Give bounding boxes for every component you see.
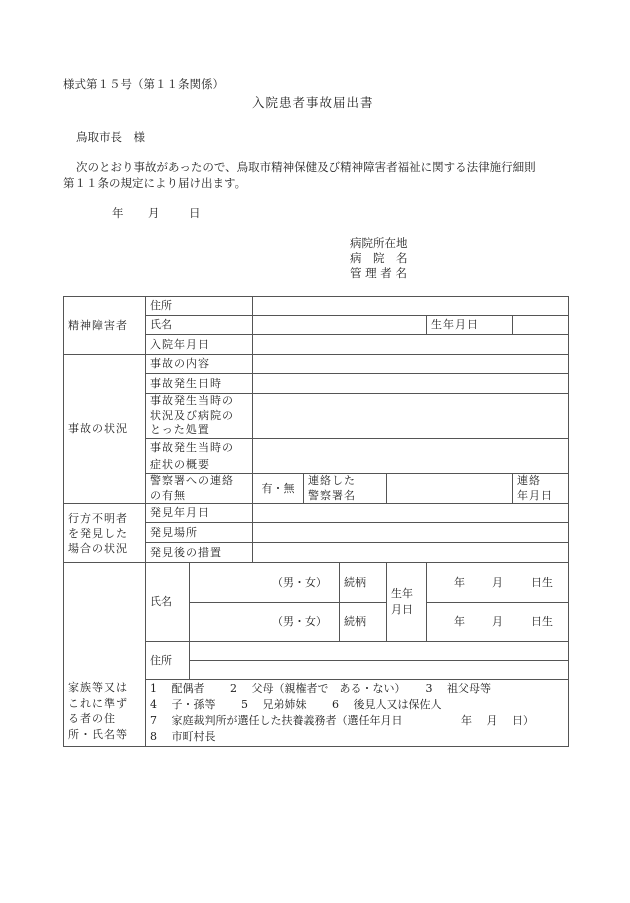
found-date-label: 発見年月日 (146, 504, 253, 523)
family-birth-label-line2: 月日 (391, 603, 413, 616)
contact-date-label-line2: 年月日 (517, 488, 553, 502)
hospital-location-label: 病院所在地 (350, 236, 408, 250)
birth-day-1: 日生 (531, 575, 553, 589)
relation-list-item: 1 配偶者 2 父母（親権者で ある・ない） 3 祖父母等 (150, 682, 491, 695)
accident-situation-label-line2: 状況及び病院の (150, 408, 234, 422)
police-station-label-line1: 連絡した (308, 474, 356, 487)
family-section-label-line1: 家族等又は (68, 681, 128, 694)
patient-admission-field[interactable] (253, 335, 569, 355)
sex-choice-1[interactable]: （男・女） (272, 575, 327, 589)
hospital-admin-label: 管 理 者 名 (350, 266, 407, 280)
found-date-field[interactable] (253, 504, 569, 523)
accident-content-field[interactable] (253, 355, 569, 374)
date-day-label: 日 (189, 206, 201, 220)
accident-situation-field[interactable] (253, 394, 569, 439)
patient-admission-label: 入院年月日 (146, 335, 253, 355)
patient-birthdate-label: 生年月日 (427, 316, 513, 335)
police-station-label (304, 474, 387, 504)
relation-list-item: 8 市町村長 (150, 730, 216, 743)
accident-situation-label-line3: とった処置 (150, 423, 210, 437)
birth-year-2: 年 (454, 615, 465, 628)
family-birthdate-field-1[interactable] (427, 563, 569, 603)
missing-section-label (64, 504, 146, 563)
sex-choice-2[interactable]: （男・女） (272, 615, 327, 628)
family-section-label-line4: 所・氏名等 (68, 727, 128, 741)
accident-situation-label (146, 394, 253, 439)
family-name-label: 氏名 (146, 563, 190, 642)
accident-symptoms-label-line1: 事故発生当時の (150, 441, 234, 454)
contact-date-label (513, 474, 569, 504)
police-contact-choice[interactable]: 有・無 (253, 474, 304, 504)
family-address-field-1[interactable] (190, 642, 569, 661)
body-text-line1: 次のとおり事故があったので、鳥取市精神保健及び精神障害者福祉に関する法律施行細則 (76, 160, 536, 174)
birth-year-1: 年 (454, 575, 465, 589)
date-month-label: 月 (148, 206, 160, 220)
police-contact-label-line1: 警察署への連絡 (150, 474, 234, 487)
body-text-line2: 第１１条の規定により届け出ます。 (63, 176, 247, 190)
patient-address-field[interactable] (253, 297, 569, 316)
after-measure-field[interactable] (253, 543, 569, 563)
birth-month-2: 月 (492, 615, 503, 628)
missing-section-label-line3: 場合の状況 (68, 541, 128, 555)
patient-address-label: 住所 (146, 297, 253, 316)
family-address-field-2[interactable] (190, 661, 569, 680)
patient-birthdate-field[interactable] (513, 316, 569, 335)
birth-month-1: 月 (492, 575, 503, 589)
relation-list-item: 4 子・孫等 5 兄弟姉妹 6 後見人又は保佐人 (150, 698, 442, 711)
accident-symptoms-field[interactable] (253, 439, 569, 474)
missing-section-label-line2: を発見した (68, 526, 128, 540)
relation-label-2: 続柄 (340, 603, 387, 642)
addressee: 鳥取市長 様 (76, 130, 145, 144)
police-station-label-line2: 警察署名 (308, 488, 356, 502)
family-section-label-line2: これに準ず (68, 696, 128, 710)
birth-day-2: 日生 (531, 615, 553, 628)
patient-section-label: 精神障害者 (64, 297, 146, 355)
accident-datetime-label: 事故発生日時 (146, 374, 253, 394)
accident-symptoms-label-line2: 症状の概要 (150, 458, 210, 471)
patient-name-field[interactable] (253, 316, 427, 335)
relation-list-item: 7 家庭裁判所が選任した扶養義務者（選任年月日 年 月 日） (150, 714, 534, 727)
police-station-field[interactable] (387, 474, 513, 504)
family-birth-label-line1: 生年 (391, 587, 413, 600)
hospital-name-label: 病 院 名 (350, 251, 408, 265)
police-contact-label-line2: の有無 (150, 488, 186, 502)
relation-label-1: 続柄 (340, 563, 387, 603)
document-title: 入院患者事故届出書 (252, 95, 374, 110)
contact-date-label-line1: 連絡 (517, 474, 541, 487)
accident-symptoms-label (146, 439, 253, 474)
found-place-label: 発見場所 (146, 523, 253, 543)
form-number: 様式第１５号（第１１条関係） (63, 77, 224, 91)
patient-name-label: 氏名 (146, 316, 253, 335)
accident-content-label: 事故の内容 (146, 355, 253, 374)
family-address-label: 住所 (146, 642, 190, 680)
after-measure-label: 発見後の措置 (146, 543, 253, 563)
family-section-label (64, 563, 146, 747)
found-place-field[interactable] (253, 523, 569, 543)
date-year-label: 年 (112, 206, 124, 220)
family-birth-label (387, 563, 427, 642)
accident-report-table (63, 296, 569, 747)
family-section-label-line3: る者の住 (68, 712, 116, 725)
accident-datetime-field[interactable] (253, 374, 569, 394)
family-name-field-2[interactable] (190, 603, 340, 642)
relation-list (146, 680, 569, 747)
police-contact-label (146, 474, 253, 504)
family-name-field-1[interactable] (190, 563, 340, 603)
accident-situation-label-line1: 事故発生当時の (150, 394, 234, 408)
missing-section-label-line1: 行方不明者 (68, 511, 128, 525)
family-birthdate-field-2[interactable] (427, 603, 569, 642)
accident-section-label: 事故の状況 (64, 355, 146, 504)
